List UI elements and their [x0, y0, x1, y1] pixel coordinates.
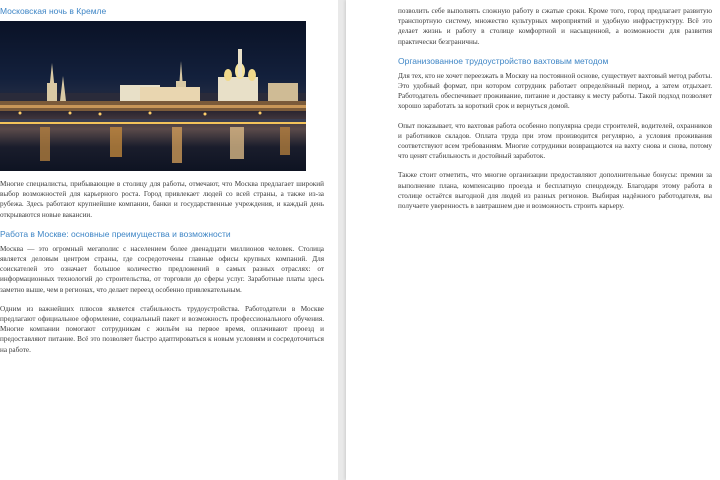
left-page [0, 0, 338, 480]
photo-caption-heading: Московская ночь в Кремле [0, 6, 107, 16]
right-paragraph-2: Опыт показывает, что вахтовая работа особенно популярна среди строителей, водителей, охранников и работников складов. Оплата труда при этом производится регулярно, а условия проживания соответствуют всем требованиям. Многие сотрудники возвращаются на вахту снова и снова, потому что ценят стабильность и достойный заработок. [398, 121, 712, 161]
kremlin-photo-graphic [0, 21, 306, 171]
right-paragraph-3: Также стоит отметить, что многие организации предоставляют дополнительные бонусы: премии за выполнение плана, компенсацию проезда и бесплатную спецодежду. Благодаря этому работа в столице остаётся выгодной для людей из разных регионов. Выбирая надёжного работодателя, вы получаете уверенность в завтрашнем дне и возможность строить карьеру. [398, 171, 712, 211]
section1-paragraph: Москва — это огромный мегаполис с населением более двенадцати миллионов человек. Столица является деловым центром страны, где сосредоточены главные офисы крупных компаний. Для соискателей это означает большое количество предложений в самых разных отраслях: от информационных технологий до строительства, от торговли до сферы услуг. Заработные платы здесь заметно выше, чем в регионах, что делает переезд особенно привлекательным. [0, 244, 324, 294]
right-paragraph-1: Для тех, кто не хочет переезжать в Москву на постоянной основе, существует вахтовый метод работы. Это удобный формат, при котором сотрудник работает определённый период, а затем отдыхает. Работодатель обеспечивает проживание, питание и доставку к месту работы. Такой подход позволяет хорошо заработать за короткий срок и вернуться домой. [398, 71, 712, 111]
section2-paragraph: Одним из важнейших плюсов является стабильность трудоустройства. Работодатели в Москве предлагают официальное оформление, социальный пакет и возможность профессионального обучения. Многие компании помогают сотрудникам с жильём на первое время, оплачивают проезд и предоставляют питание. Всё это позволяет быстро адаптироваться к новым условиям и сосредоточиться на работе. [0, 304, 324, 354]
right-page [346, 0, 720, 480]
intro-paragraph: Многие специалисты, прибывающие в столицу для работы, отмечают, что Москва предлагает широкий выбор возможностей для карьерного роста. Город привлекает людей со всей страны, а также из-за рубежа. Здесь работают крупнейшие компании, банки и государственные учреждения, и каждый день открываются новые вакансии. [0, 180, 324, 219]
kremlin-night-photo [0, 21, 306, 171]
right-section-heading: Организованное трудоустройство вахтовым методом [398, 55, 609, 66]
right-top-paragraph: позволить себе выполнять сложную работу в сжатые сроки. Кроме того, город предлагает развитую транспортную систему, множество культурных мероприятий и удобную инфраструктуру. Всё это делает жизнь и работу в столице комфортной и насыщенной, а возможности для развития практически безграничны. [398, 7, 712, 46]
page-spread-gutter [338, 0, 346, 480]
section1-heading: Работа в Москве: основные преимущества и возможности [0, 228, 231, 239]
